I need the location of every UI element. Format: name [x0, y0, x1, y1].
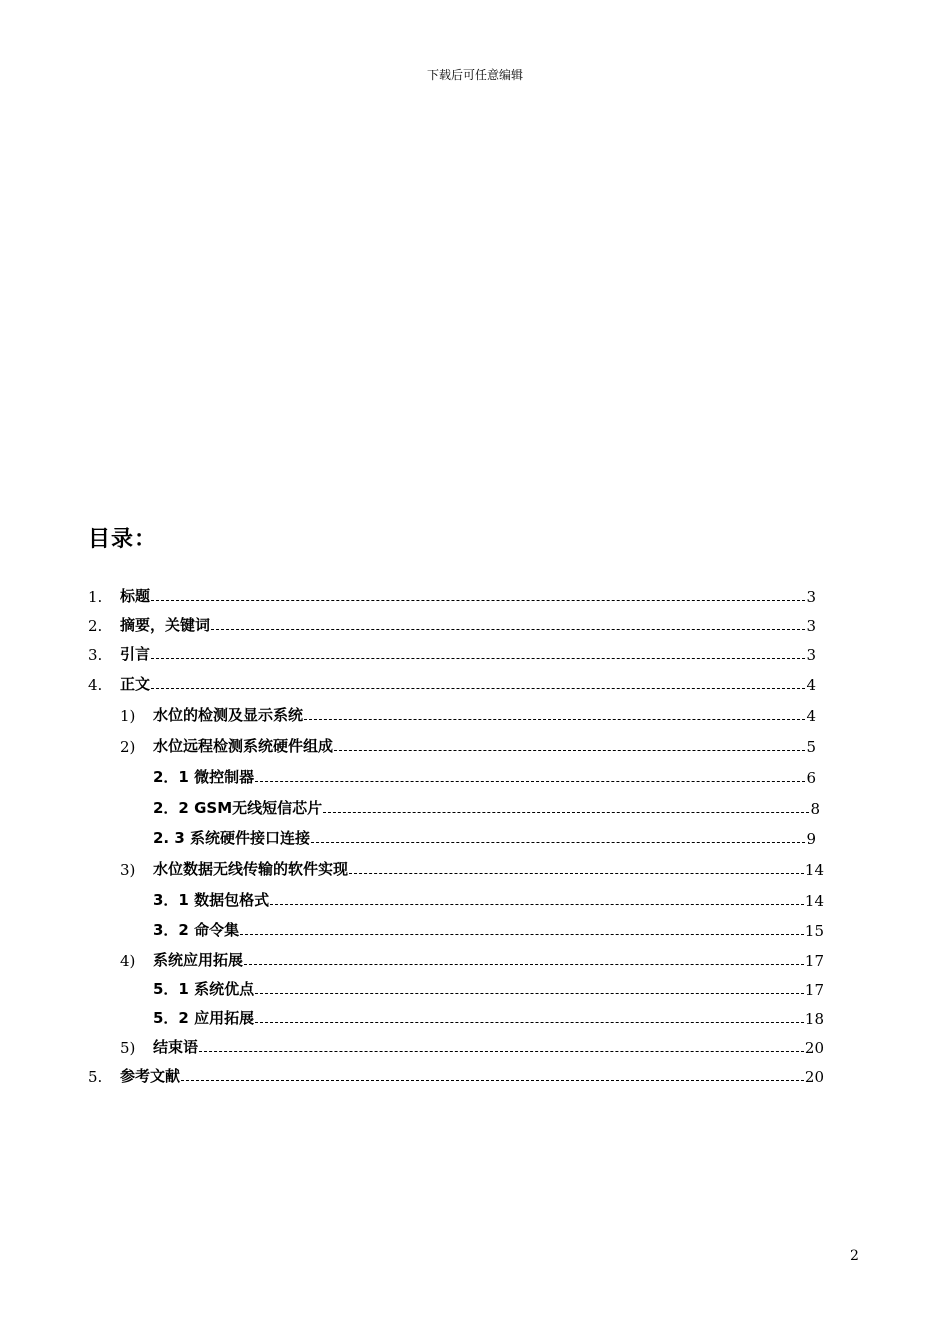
- toc-leader-dots: [151, 658, 805, 659]
- toc-entry-subsection-2-1[interactable]: [153, 767, 816, 787]
- toc-entry-label: 水位远程检测系统硬件组成: [153, 737, 334, 755]
- toc-entry-label: 系统应用拓展: [153, 951, 244, 969]
- toc-entry-label: 3．1 数据包格式: [153, 891, 270, 909]
- toc-entry-label: 2．1 微控制器: [153, 768, 255, 786]
- toc-entry-label: 5．1 系统优点: [153, 980, 255, 998]
- toc-leader-dots: [311, 842, 805, 843]
- toc-entry-page: 14: [804, 892, 824, 910]
- toc-entry-label: 2. 3 系统硬件接口连接: [153, 829, 311, 847]
- toc-entry-section-5[interactable]: [120, 1037, 824, 1057]
- toc-leader-dots: [181, 1080, 804, 1081]
- toc-entry-number: 3): [120, 861, 136, 879]
- toc-leader-dots: [255, 781, 805, 782]
- toc-entry-section-2[interactable]: [120, 736, 816, 756]
- toc-entry-page: 17: [804, 981, 824, 999]
- toc-entry-number: 5.: [88, 1068, 103, 1086]
- toc-entry-title[interactable]: [88, 586, 816, 606]
- toc-entry-page: 20: [804, 1039, 824, 1057]
- toc-entry-label: 参考文献: [120, 1067, 181, 1085]
- toc-title: 目录：: [88, 527, 158, 552]
- toc-entry-page: 20: [804, 1068, 824, 1086]
- toc-entry-label: 水位数据无线传输的软件实现: [153, 860, 349, 878]
- toc-entry-number: 1.: [88, 588, 103, 606]
- toc-entry-number: 4): [120, 952, 136, 970]
- toc-entry-number: 2.: [88, 617, 103, 635]
- toc-entry-subsection-3-1[interactable]: [153, 890, 824, 910]
- toc-entry-page: 5: [806, 738, 816, 756]
- toc-entry-number: 4.: [88, 676, 103, 694]
- toc-entry-label: 引言: [120, 645, 151, 663]
- toc-entry-page: 3: [806, 646, 816, 664]
- toc-entry-label: 摘要，关键词: [120, 616, 211, 634]
- toc-entry-subsection-5-2[interactable]: [153, 1008, 824, 1028]
- toc-leader-dots: [240, 934, 804, 935]
- toc-entry-page: 17: [804, 952, 824, 970]
- toc-leader-dots: [244, 964, 804, 965]
- toc-entry-number: 2): [120, 738, 136, 756]
- toc-entry-label: 2．2 GSM无线短信芯片: [153, 799, 323, 817]
- toc-entry-label: 正文: [120, 675, 151, 693]
- toc-leader-dots: [323, 812, 809, 813]
- toc-entry-label: 5．2 应用拓展: [153, 1009, 255, 1027]
- toc-entry-page: 4: [806, 676, 816, 694]
- toc-leader-dots: [199, 1051, 804, 1052]
- toc-entry-subsection-2-2[interactable]: [153, 798, 820, 818]
- toc-entry-body[interactable]: [88, 674, 816, 694]
- toc-entry-page: 3: [806, 588, 816, 606]
- toc-entry-page: 3: [806, 617, 816, 635]
- toc-entry-page: 18: [804, 1010, 824, 1028]
- toc-entry-subsection-2-3[interactable]: [153, 828, 816, 848]
- toc-leader-dots: [349, 873, 804, 874]
- toc-entry-subsection-5-1[interactable]: [153, 979, 824, 999]
- toc-entry-abstract[interactable]: [88, 615, 816, 635]
- toc-entry-introduction[interactable]: [88, 644, 816, 664]
- toc-entry-page: 9: [806, 830, 816, 848]
- toc-leader-dots: [151, 688, 805, 689]
- toc-entry-subsection-3-2[interactable]: [153, 920, 824, 940]
- toc-entry-label: 水位的检测及显示系统: [153, 706, 304, 724]
- header-note: 下载后可任意编辑: [426, 68, 523, 82]
- toc-entry-label: 结束语: [153, 1038, 199, 1056]
- toc-leader-dots: [304, 719, 805, 720]
- toc-entry-references[interactable]: [88, 1066, 824, 1086]
- toc-entry-page: 6: [806, 769, 816, 787]
- toc-entry-number: 1): [120, 707, 136, 725]
- toc-entry-section-4[interactable]: [120, 950, 824, 970]
- toc-leader-dots: [255, 993, 804, 994]
- toc-leader-dots: [211, 629, 805, 630]
- toc-entry-section-3[interactable]: [120, 859, 824, 879]
- toc-leader-dots: [334, 750, 805, 751]
- toc-leader-dots: [151, 600, 805, 601]
- toc-entry-page: 14: [804, 861, 824, 879]
- toc-entry-page: 8: [810, 800, 820, 818]
- page-number: 2: [850, 1248, 859, 1264]
- toc-entry-page: 15: [804, 922, 824, 940]
- toc-leader-dots: [270, 904, 804, 905]
- toc-entry-label: 3．2 命令集: [153, 921, 240, 939]
- toc-entry-label: 标题: [120, 587, 151, 605]
- toc-leader-dots: [255, 1022, 804, 1023]
- toc-entry-number: 5): [120, 1039, 136, 1057]
- toc-entry-number: 3.: [88, 646, 103, 664]
- toc-entry-page: 4: [806, 707, 816, 725]
- toc-entry-section-1[interactable]: [120, 705, 816, 725]
